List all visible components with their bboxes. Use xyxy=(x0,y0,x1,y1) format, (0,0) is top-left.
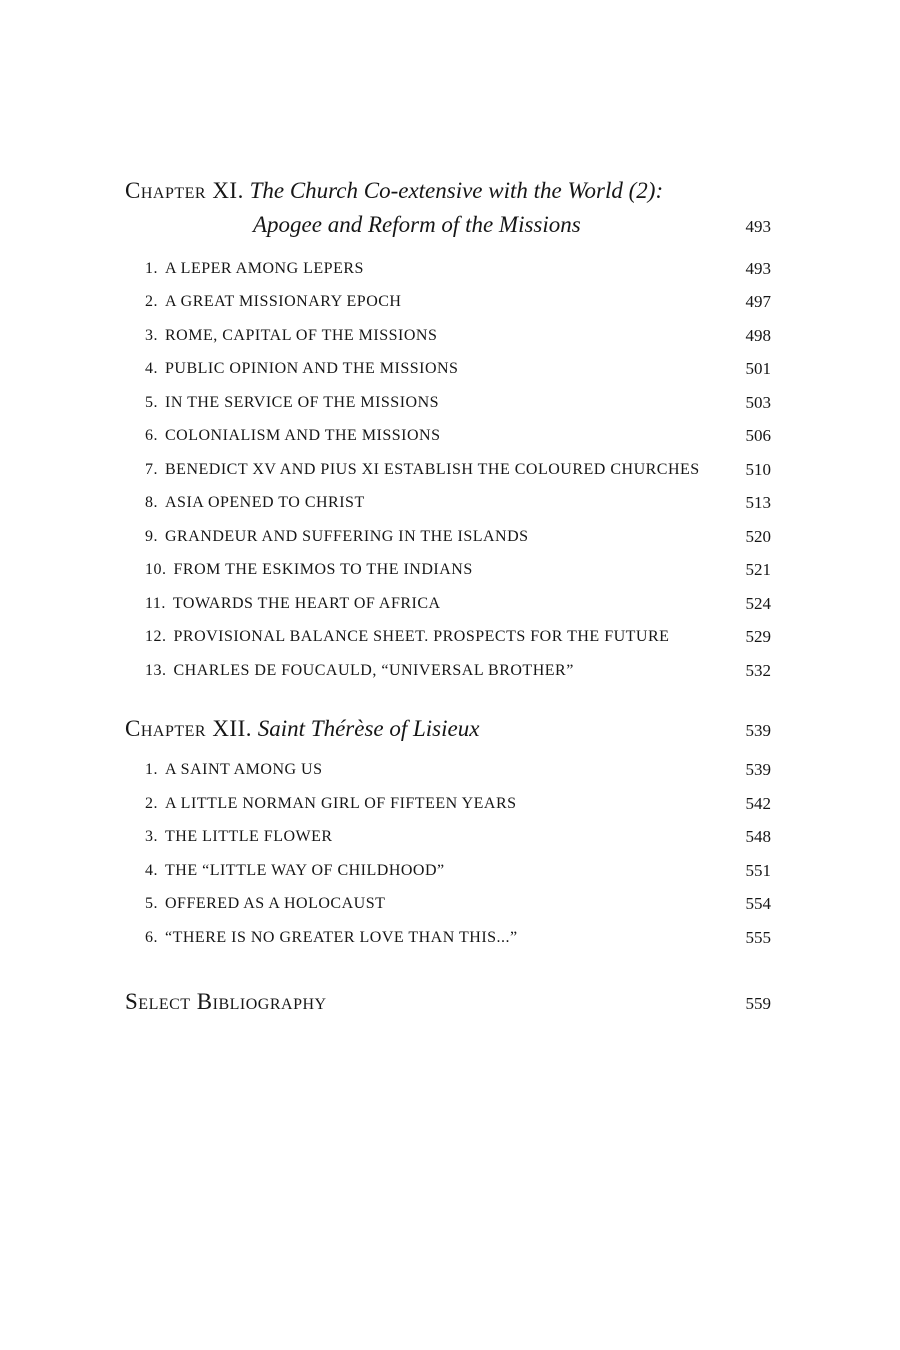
toc-entry-page: 513 xyxy=(745,493,771,513)
toc-entry-number: 6. xyxy=(145,928,158,946)
toc-entry-page: 542 xyxy=(745,793,771,813)
bibliography-page-number: 559 xyxy=(745,993,771,1013)
toc-entry-title xyxy=(145,494,365,512)
toc-entry-page: 524 xyxy=(745,593,771,613)
toc-entry-text: PUBLIC OPINION AND THE MISSIONS xyxy=(165,360,459,378)
toc-entry-title xyxy=(145,761,323,779)
toc-entry-row xyxy=(125,621,771,655)
toc-entry-number: 3. xyxy=(145,326,158,344)
toc-entry-number: 9. xyxy=(145,527,158,545)
toc-entry-title xyxy=(145,427,441,445)
toc-entry-number: 1. xyxy=(145,761,158,779)
toc-entry-row xyxy=(125,787,771,821)
toc-entry-number: 2. xyxy=(145,794,158,812)
toc-entry-row xyxy=(125,921,771,955)
toc-entry-page: 497 xyxy=(745,292,771,312)
toc-entry-page: 554 xyxy=(745,894,771,914)
toc-entry-number: 5. xyxy=(145,393,158,411)
toc-entry-page: 532 xyxy=(745,660,771,680)
toc-entry-title xyxy=(145,862,445,880)
toc-entry-row xyxy=(125,319,771,353)
toc-entry-row xyxy=(125,854,771,888)
toc-entry-title xyxy=(145,360,458,378)
toc-entry-text: “THERE IS NO GREATER LOVE THAN THIS...” xyxy=(165,928,518,946)
toc-entry-page: 520 xyxy=(745,526,771,546)
toc-entry-text: COLONIALISM AND THE MISSIONS xyxy=(165,427,441,445)
toc-entry-page: 555 xyxy=(745,927,771,947)
toc-entry-number: 10. xyxy=(145,561,167,579)
chapter-xi-title-line1: The Church Co-extensive with the World (2): xyxy=(249,178,664,203)
toc-entry-text: ROME, CAPITAL OF THE MISSIONS xyxy=(165,326,438,344)
toc-entry-number: 11. xyxy=(145,594,166,612)
toc-entry-row xyxy=(125,420,771,454)
toc-entry-title xyxy=(145,528,529,546)
toc-content xyxy=(125,176,771,1019)
toc-entry-title xyxy=(145,260,364,278)
toc-entry-row xyxy=(125,386,771,420)
chapter-xi-title-line2: Apogee and Reform of the Missions xyxy=(253,212,581,237)
toc-entry-page: 501 xyxy=(745,359,771,379)
chapter-xi-label: Chapter XI. xyxy=(125,178,244,203)
chapter-xii-section xyxy=(125,714,771,955)
toc-entry-text: A LEPER AMONG LEPERS xyxy=(165,259,364,277)
toc-entry-text: IN THE SERVICE OF THE MISSIONS xyxy=(165,393,440,411)
toc-entry-row xyxy=(125,487,771,521)
toc-entry-page: 510 xyxy=(745,459,771,479)
toc-entry-text: BENEDICT XV AND PIUS XI ESTABLISH THE COLOURED CHURCHES xyxy=(165,460,700,478)
chapter-xii-label: Chapter XII. xyxy=(125,715,252,741)
chapter-xi-entries xyxy=(125,252,771,688)
toc-entry-text: A SAINT AMONG US xyxy=(165,761,323,779)
toc-entry-number: 8. xyxy=(145,494,158,512)
toc-entry-page: 493 xyxy=(745,258,771,278)
toc-entry-page: 506 xyxy=(745,426,771,446)
toc-entry-title xyxy=(145,662,574,680)
toc-entry-page: 529 xyxy=(745,627,771,647)
toc-entry-row xyxy=(125,286,771,320)
toc-entry-row xyxy=(125,821,771,855)
toc-entry-text: FROM THE ESKIMOS TO THE INDIANS xyxy=(173,561,473,579)
toc-entry-row xyxy=(125,353,771,387)
toc-entry-title xyxy=(145,461,700,479)
toc-entry-text: THE LITTLE FLOWER xyxy=(165,828,333,846)
chapter-xii-entries xyxy=(125,754,771,955)
bibliography-label: Select Bibliography xyxy=(125,988,327,1014)
toc-entry-number: 3. xyxy=(145,828,158,846)
chapter-xii-title: Saint Thérèse of Lisieux xyxy=(257,715,480,741)
toc-entry-text: OFFERED AS A HOLOCAUST xyxy=(165,895,386,913)
toc-entry-page: 551 xyxy=(745,860,771,880)
toc-entry-page: 498 xyxy=(745,325,771,345)
toc-entry-text: A GREAT MISSIONARY EPOCH xyxy=(165,293,402,311)
toc-entry-row xyxy=(125,754,771,788)
toc-entry-text: A LITTLE NORMAN GIRL OF FIFTEEN YEARS xyxy=(165,794,517,812)
toc-entry-row xyxy=(125,252,771,286)
toc-entry-title xyxy=(145,561,473,579)
toc-entry-title xyxy=(145,828,333,846)
toc-entry-page: 521 xyxy=(745,560,771,580)
toc-entry-title xyxy=(145,895,385,913)
bibliography-row xyxy=(125,987,771,1019)
toc-entry-row xyxy=(125,587,771,621)
chapter-xii-page-number: 539 xyxy=(745,720,771,740)
toc-entry-text: CHARLES DE FOUCAULD, “UNIVERSAL BROTHER” xyxy=(173,661,574,679)
toc-entry-number: 2. xyxy=(145,293,158,311)
toc-entry-title xyxy=(145,595,441,613)
toc-entry-number: 12. xyxy=(145,628,167,646)
chapter-xii-heading xyxy=(125,714,771,746)
toc-entry-page: 548 xyxy=(745,827,771,847)
chapter-xi-heading xyxy=(125,176,771,206)
toc-entry-number: 1. xyxy=(145,259,158,277)
toc-entry-title xyxy=(145,394,439,412)
toc-entry-title xyxy=(145,795,517,813)
toc-entry-page: 503 xyxy=(745,392,771,412)
toc-entry-number: 5. xyxy=(145,895,158,913)
chapter-xi-page-number: 493 xyxy=(745,217,771,236)
chapter-xii-heading-text xyxy=(125,714,479,744)
toc-entry-text: THE “LITTLE WAY OF CHILDHOOD” xyxy=(165,861,445,879)
toc-entry-row xyxy=(125,554,771,588)
toc-entry-title xyxy=(145,327,437,345)
toc-entry-row xyxy=(125,453,771,487)
toc-entry-text: PROVISIONAL BALANCE SHEET. PROSPECTS FOR THE FUTURE xyxy=(173,628,670,646)
toc-entry-number: 4. xyxy=(145,360,158,378)
toc-entry-text: ASIA OPENED TO CHRIST xyxy=(165,494,365,512)
toc-entry-title xyxy=(145,628,669,646)
toc-entry-row xyxy=(125,520,771,554)
toc-entry-title xyxy=(145,929,518,947)
toc-entry-row xyxy=(125,654,771,688)
chapter-xi-section xyxy=(125,176,771,688)
toc-entry-text: TOWARDS THE HEART OF AFRICA xyxy=(172,594,441,612)
toc-entry-number: 6. xyxy=(145,427,158,445)
toc-entry-title xyxy=(145,293,401,311)
toc-entry-number: 13. xyxy=(145,661,167,679)
toc-entry-number: 7. xyxy=(145,460,158,478)
chapter-xi-subtitle-row xyxy=(125,210,771,242)
toc-entry-number: 4. xyxy=(145,861,158,879)
toc-entry-page: 539 xyxy=(745,760,771,780)
toc-entry-text: GRANDEUR AND SUFFERING IN THE ISLANDS xyxy=(165,527,529,545)
toc-entry-row xyxy=(125,888,771,922)
